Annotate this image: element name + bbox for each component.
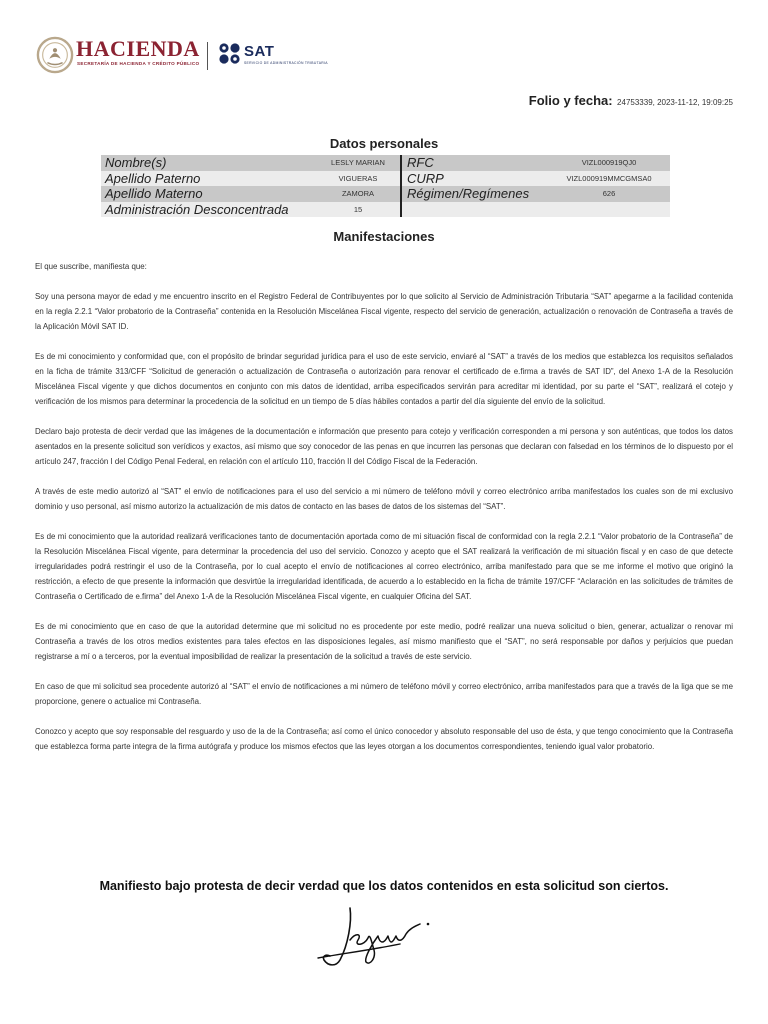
paternal-surname-label: Apellido Paterno [105, 170, 201, 186]
manifestaciones-title: Manifestaciones [333, 229, 435, 244]
paragraph: Soy una persona mayor de edad y me encuentro inscrito en el Registro Federal de Contribuyentes por lo que solicito al Servicio de Administración Tributaria “SAT” apegarme a la facilidad contenida en la regla 2.2.1 “Valor probatorio de la Contraseña” contenida en la Resolución Miscelánea Fiscal vigente, respecto del servicio de generación, actualización o renovación de Contraseña a través de la Aplicación Móvil SAT ID. [35, 292, 733, 331]
paragraph: Es de mi conocimiento y conformidad que, con el propósito de brindar seguridad jurídica para el uso de este servicio, enviaré al “SAT” a través de los medios que establezca los requisitos señalados en la ficha de trámite 313/CFF “Solicitud de generación o actualización de Contraseña o autorización para renovar el certificado de e.firma a través de SAT ID”, del Anexo 1-A de la Resolución Miscelánea Fiscal vigente y que dichos documentos en conjunto con mis datos de identidad, arriba especificados servirán para acreditar mi identidad, por su parte el “SAT”, realizará el cotejo y verificación de los mismos para determinar la procedencia de la solicitud en un tiempo de 5 días hábiles contados a partir del día siguiente del envío de la solicitud. [35, 352, 733, 406]
sat-title: SAT [244, 43, 275, 60]
rfc-value: VIZL000919QJ0 [581, 158, 637, 167]
handwritten-signature [310, 900, 460, 980]
paragraph: Declaro bajo protesta de decir verdad que las imágenes de la documentación e información que presento para cotejo y verificación corresponden a mi persona y son auténticas, que todos los datos asentados en la presente solicitud son verídicos y exactos, así mismo que soy conocedor de las penas en que incurren las personas que declaran con falsedad en los términos de lo dispuesto por el artículo 247, fracción I del Código Penal Federal, en relación con el artículo 110, fracción II del Código Fiscal de la Federación. [35, 427, 733, 466]
document-header [36, 34, 736, 78]
rfc-label: RFC [407, 155, 434, 170]
maternal-surname-label: Apellido Materno [105, 186, 203, 201]
hacienda-title: HACIENDA [76, 36, 200, 61]
administration-label: Administración Desconcentrada [105, 201, 289, 217]
regimen-value: 626 [602, 189, 616, 198]
regimen-label: Régimen/Regímenes [407, 186, 530, 201]
paragraph: Es de mi conocimiento que la autoridad realizará verificaciones tanto de documentación aportada como de mi situación fiscal de conformidad con la regla 2.2.1 “Valor probatorio de la Contraseña” de la Resolución Miscelánea Fiscal vigente, para determinar la procedencia del uso del servicio. Conozco y acepto que el SAT realizará la verificación de mi situación fiscal y en caso de que detecte irregularidades podrá restringir el uso de la Contraseña, por lo cual acepto el envío de notificaciones al correo electrónico, arriba manifestado para que se me informe el motivo que originó la restricción, a efecto de que presente la información que desvirtúe la irregularidad identificada, de acuerdo a lo establecido en la ficha de trámite 197/CFF “Aclaración en las solicitudes de trámites de Contraseña o Certificado de e.firma” del Anexo 1-A de la Resolución Miscelánea Fiscal vigente, en cualquier Oficina del SAT. [35, 532, 733, 601]
table-row [101, 155, 670, 171]
table-divider [400, 155, 402, 217]
national-seal-logo [36, 36, 74, 74]
personal-data-title: Datos personales [329, 136, 439, 151]
paternal-surname-value: VIGUERAS [338, 173, 378, 183]
maternal-surname-value: ZAMORA [341, 189, 375, 198]
name-value: LESLY MARIAN [331, 158, 385, 167]
table-row [101, 171, 670, 187]
administration-value: 15 [353, 204, 363, 214]
paragraph: A través de este medio autorizó al “SAT” el envío de notificaciones para el uso del servicio a mi número de teléfono móvil y correo electrónico arriba manifestados los cuales son de mi exclusivo dominio y uso personal, así mismo autorizo la actualización de mis datos de contacto en las bases de datos de los sistemas del “SAT”. [35, 487, 733, 511]
paragraph: Conozco y acepto que soy responsable del resguardo y uso de la de la Contraseña; así como el único conocedor y absoluto responsable del uso de ésta, y que tengo conocimiento que la Contraseña que establezca forma parte integra de la firma autógrafa y produce los mismos efectos que las leyes otorgan a los documentos correspondientes, teniendo igual valor probatorio. [35, 727, 733, 751]
folio-line [529, 92, 733, 110]
paragraph: El que suscribe, manifiesta que: [35, 262, 147, 271]
manifestaciones-body [35, 259, 733, 769]
hacienda-subtitle: SECRETARÍA DE HACIENDA Y CRÉDITO PÚBLICO [77, 61, 200, 66]
paragraph: Es de mi conocimiento que en caso de que la autoridad determine que mi solicitud no es procedente por este medio, podré realizar una nueva solicitud o bien, generar, actualizar o renovar mi Contraseña a través de los otros medios existentes para tales efectos en las disposiciones legales, así mismo manifiesto que el “SAT”, no será responsable por daños y perjuicios que puedan registrarse a mí o a terceros, por la eventual imposibilidad de realizar la presentación de la solicitud a través de este servicio. [35, 622, 733, 661]
curp-label: CURP [407, 170, 444, 186]
folio-label: Folio y fecha: [528, 93, 613, 108]
sat-subtitle: SERVICIO DE ADMINISTRACIÓN TRIBUTARIA [244, 61, 328, 65]
personal-data-table [101, 155, 670, 217]
sat-logo-icon [218, 42, 242, 66]
folio-value: 24753339, 2023-11-12, 19:09:25 [617, 98, 733, 107]
table-row [101, 202, 670, 218]
header-divider [207, 42, 208, 70]
table-row [101, 186, 670, 202]
closing-statement: Manifiesto bajo protesta de decir verdad que los datos contenidos en esta solicitud son ciertos. [99, 879, 669, 893]
paragraph: En caso de que mi solicitud sea procedente autorizó al “SAT” el envío de notificaciones a mi número de teléfono móvil y correo electrónico, arriba manifestados para que a través de la liga que se me proporcione, genere o actualice mi Contraseña. [35, 682, 733, 706]
curp-value: VIZL000919MMCGMSA0 [566, 173, 652, 183]
name-label: Nombre(s) [105, 155, 167, 170]
